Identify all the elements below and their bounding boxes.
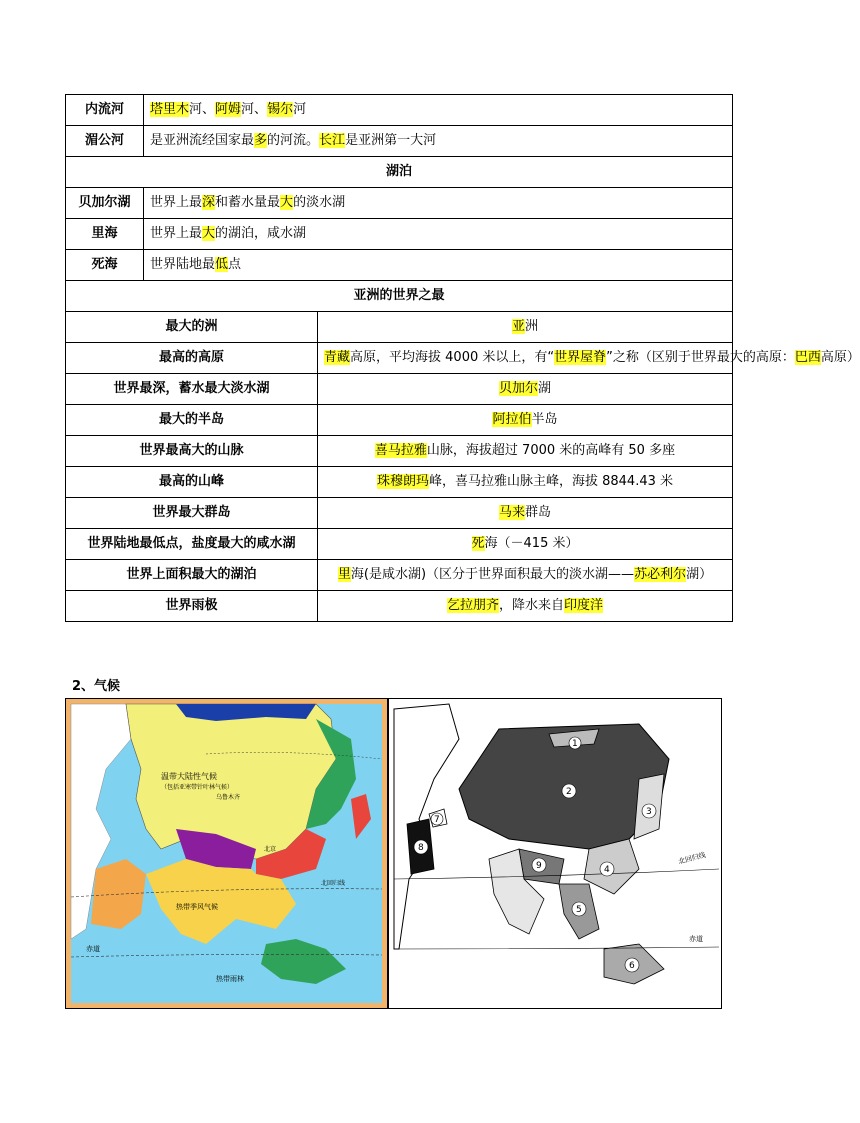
- highlight-text: 亚: [511, 319, 525, 334]
- plain-text: 河、: [241, 102, 268, 117]
- table-row: [66, 498, 733, 529]
- zone-number-3: 3: [646, 807, 652, 817]
- highlight-text: 苏必利尔: [634, 567, 687, 582]
- row-key: 贝加尔湖: [66, 188, 144, 219]
- row-value: [144, 250, 733, 281]
- label-temperate-note: （包括亚寒带针叶林气候）: [161, 784, 234, 791]
- highlight-text: 世界屋脊: [554, 350, 607, 365]
- row-value: [144, 188, 733, 219]
- highlight-text: 印度洋: [564, 598, 604, 613]
- label-tropical-monsoon: 热带季风气候: [176, 903, 218, 911]
- highlight-text: 阿拉伯: [492, 412, 532, 427]
- plain-text: 河: [293, 102, 307, 117]
- table-row: [66, 436, 733, 467]
- zone-number-9: 9: [536, 861, 542, 871]
- section-title-lakes: 湖泊: [66, 157, 733, 188]
- plain-text: 是亚洲流经国家最: [150, 133, 255, 148]
- asia-climate-map-numbered: [388, 698, 722, 1009]
- row-key: 湄公河: [66, 126, 144, 157]
- plain-text: 高原，平均海拔 4000 米以上，有“: [350, 350, 555, 365]
- plain-text: 湖: [538, 381, 552, 396]
- row-value: [318, 343, 860, 374]
- highlight-text: 锡尔: [267, 102, 294, 117]
- zone-number-5: 5: [576, 905, 582, 915]
- row-value: [318, 436, 733, 467]
- highlight-text: 深: [202, 195, 216, 210]
- plain-text: 湖）: [686, 567, 713, 582]
- row-value: [318, 498, 733, 529]
- plain-text: 的淡水湖: [293, 195, 346, 210]
- label-equator: 赤道: [689, 935, 703, 943]
- plain-text: 的河流。: [267, 133, 320, 148]
- highlight-text: 里: [337, 567, 351, 582]
- plain-text: 洲: [525, 319, 539, 334]
- plain-text: 半岛: [531, 412, 558, 427]
- label-temperate-continental: 温带大陆性气候: [161, 772, 217, 781]
- highlight-text: 长江: [319, 133, 346, 148]
- plain-text: 海（－415 米）: [484, 536, 579, 551]
- table-row: [66, 374, 733, 405]
- plain-text: 山脉，海拔超过 7000 米的高峰有 50 多座: [426, 443, 676, 458]
- table-row: [66, 591, 733, 622]
- highlight-text: 死: [471, 536, 485, 551]
- plain-text: 的湖泊，咸水湖: [215, 226, 307, 241]
- section-title-records: 亚洲的世界之最: [66, 281, 733, 312]
- row-value: [318, 591, 733, 622]
- row-value: [144, 95, 733, 126]
- highlight-text: 多: [254, 133, 268, 148]
- table-row: [66, 219, 733, 250]
- table-row: [66, 560, 733, 591]
- row-key: 死海: [66, 250, 144, 281]
- plain-text: 海(是咸水湖)（区分于世界面积最大的淡水湖——: [350, 567, 635, 582]
- row-value: [318, 405, 733, 436]
- table-row: [66, 312, 733, 343]
- plain-text: 河、: [189, 102, 216, 117]
- highlight-text: 珠穆朗玛: [376, 474, 429, 489]
- row-key: 世界上面积最大的湖泊: [66, 560, 318, 591]
- highlight-text: 大: [202, 226, 216, 241]
- table-row: [66, 343, 733, 374]
- row-key: 最高的山峰: [66, 467, 318, 498]
- plain-text: 和蓄水量最: [215, 195, 281, 210]
- label-equator: 赤道: [86, 945, 100, 953]
- label-rainforest: 热带雨林: [216, 975, 244, 983]
- plain-text: ”之称（区别于世界最大的高原：: [606, 350, 795, 365]
- highlight-text: 低: [215, 257, 229, 272]
- row-key: 最大的半岛: [66, 405, 318, 436]
- zone-number-2: 2: [566, 787, 572, 797]
- highlight-text: 喜马拉雅: [374, 443, 427, 458]
- highlight-text: 阿姆: [215, 102, 242, 117]
- row-key: 世界雨极: [66, 591, 318, 622]
- row-key: 世界最高大的山脉: [66, 436, 318, 467]
- plain-text: 世界上最: [150, 226, 203, 241]
- highlight-text: 贝加尔: [498, 381, 538, 396]
- label-tropic: 北回归线: [677, 850, 707, 866]
- row-key: 最高的高原: [66, 343, 318, 374]
- plain-text: 群岛: [525, 505, 552, 520]
- asia-facts-table: [65, 94, 860, 622]
- row-value: [318, 529, 733, 560]
- zone-number-1: 1: [572, 739, 578, 749]
- table-row: [66, 126, 733, 157]
- highlight-text: 马来: [498, 505, 525, 520]
- row-value: [144, 126, 733, 157]
- highlight-text: 乞拉朋齐: [446, 598, 499, 613]
- zone-number-8: 8: [418, 843, 424, 853]
- label-tropic: 北回归线: [321, 880, 346, 887]
- row-value: [144, 219, 733, 250]
- table-row: [66, 250, 733, 281]
- highlight-text: 巴西: [794, 350, 821, 365]
- table-row: [66, 529, 733, 560]
- highlight-text: 青藏: [324, 350, 351, 365]
- row-value: [318, 312, 733, 343]
- plain-text: 是亚洲第一大河: [345, 133, 437, 148]
- highlight-text: 塔里木: [150, 102, 190, 117]
- highlight-text: 大: [280, 195, 294, 210]
- plain-text: 世界上最: [150, 195, 203, 210]
- zone-number-6: 6: [629, 961, 635, 971]
- plain-text: 高原）: [820, 350, 860, 365]
- row-value: [318, 374, 733, 405]
- plain-text: 峰，喜马拉雅山脉主峰，海拔 8844.43 米: [428, 474, 674, 489]
- row-key: 世界陆地最低点，盐度最大的咸水湖: [66, 529, 318, 560]
- row-value: [318, 560, 733, 591]
- section-heading-climate: 2、气候: [72, 679, 121, 694]
- asia-climate-map-color: [65, 698, 388, 1009]
- table-row: [66, 95, 733, 126]
- plain-text: ，降水来自: [498, 598, 564, 613]
- zone-number-4: 4: [604, 865, 610, 875]
- row-key: 里海: [66, 219, 144, 250]
- row-key: 内流河: [66, 95, 144, 126]
- table-row: [66, 188, 733, 219]
- plain-text: 点: [228, 257, 242, 272]
- label-urumqi: 乌鲁木齐: [216, 794, 241, 801]
- plain-text: 世界陆地最: [150, 257, 216, 272]
- label-beijing: 北京: [264, 846, 277, 853]
- row-key: 世界最大群岛: [66, 498, 318, 529]
- row-value: [318, 467, 733, 498]
- table-row: [66, 467, 733, 498]
- table-row: [66, 405, 733, 436]
- row-key: 世界最深，蓄水最大淡水湖: [66, 374, 318, 405]
- zone-number-7: 7: [434, 815, 440, 825]
- row-key: 最大的洲: [66, 312, 318, 343]
